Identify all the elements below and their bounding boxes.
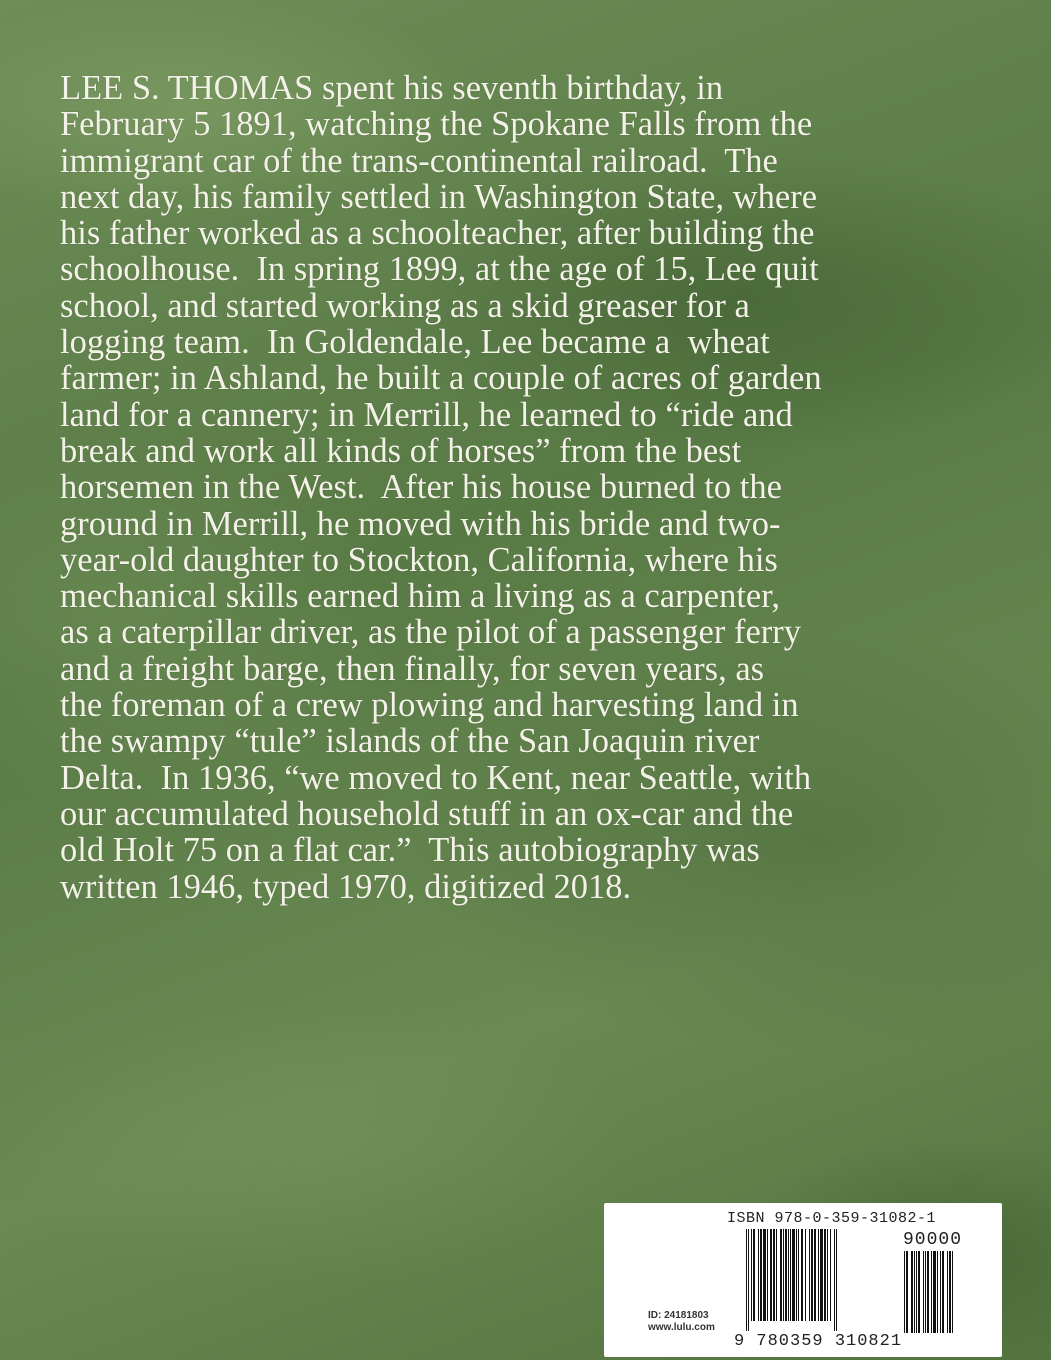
barcode-bar: [942, 1251, 944, 1333]
barcode-bar: [916, 1251, 917, 1333]
blurb-line: LEE S. THOMAS spent his seventh birthday, in: [60, 69, 724, 107]
blurb-line: his father worked as a schoolteacher, after building the: [60, 214, 815, 253]
barcode-bar: [904, 1251, 905, 1333]
barcode-bar: [763, 1229, 766, 1321]
barcode-bar: [773, 1229, 775, 1321]
barcode-bar: [805, 1229, 806, 1321]
blurb-line: written 1946, typed 1970, digitized 2018.: [60, 867, 632, 906]
barcode-bar: [776, 1229, 777, 1321]
barcode-bar: [933, 1251, 936, 1333]
barcode-bar: [931, 1251, 932, 1333]
barcode-bar: [937, 1251, 938, 1333]
barcode-bar: [788, 1229, 789, 1321]
addon-barcode-bars: [904, 1251, 982, 1333]
barcode-bar: [836, 1229, 837, 1331]
barcode-bar: [918, 1251, 920, 1333]
barcode-bar: [801, 1229, 803, 1321]
barcode-bar: [792, 1229, 795, 1321]
barcode-bar: [927, 1251, 929, 1333]
barcode-bar: [914, 1251, 915, 1333]
barcode-bar: [925, 1251, 926, 1333]
blurb-line: and a freight barge, then finally, for seven years, as: [60, 649, 765, 688]
barcode-bar: [818, 1229, 819, 1321]
barcode-bar: [947, 1251, 948, 1333]
barcode-bar: [952, 1251, 953, 1333]
barcode-bar: [767, 1229, 768, 1321]
ean-barcode-bars: [746, 1229, 896, 1333]
blurb-line: as a caterpillar driver, as the pilot of a passenger ferry: [60, 613, 801, 652]
blurb-line: schoolhouse. In spring 1899, at the age of 15, Lee quit: [60, 250, 819, 289]
blurb-line: horsemen in the West. After his house burned to the: [60, 468, 782, 507]
blurb-line: logging team. In Goldendale, Lee became a wheat: [60, 323, 770, 362]
lulu-id-block: [648, 1310, 715, 1334]
barcode-bar: [814, 1229, 816, 1321]
id-label: ID: 24181803: [648, 1310, 709, 1321]
blurb-line: old Holt 75 on a flat car.” This autobiography was: [60, 831, 760, 870]
barcode-bar: [827, 1229, 828, 1321]
barcode-bar: [796, 1229, 797, 1321]
barcode-bar: [830, 1229, 831, 1321]
barcode-bar: [758, 1229, 759, 1321]
barcode-bar: [746, 1229, 747, 1331]
blurb-line: ground in Merrill, he moved with his bride and two-: [60, 504, 781, 543]
barcode-bar: [790, 1229, 791, 1321]
barcode-bar: [780, 1229, 782, 1321]
blurb-line: mechanical skills earned him a living as a carpenter,: [60, 577, 780, 616]
blurb-text: [60, 70, 990, 905]
barcode-bar: [811, 1229, 813, 1321]
blurb-line: Delta. In 1936, “we moved to Kent, near Seattle, with: [60, 758, 812, 797]
blurb-line: year-old daughter to Stockton, California, where his: [60, 540, 778, 579]
barcode-bar: [783, 1229, 784, 1321]
barcode-bar: [760, 1229, 762, 1321]
blurb-line: the swampy “tule” islands of the San Joaquin river: [60, 722, 760, 761]
addon-digits: 90000: [903, 1230, 963, 1250]
blurb-line: land for a cannery; in Merrill, he learned to “ride and: [60, 395, 793, 434]
barcode-bar: [748, 1229, 749, 1331]
barcode-bar: [923, 1251, 924, 1333]
barcode-bar: [824, 1229, 826, 1321]
barcode-bar: [753, 1229, 755, 1321]
isbn-label: ISBN 978-0-359-31082-1: [727, 1210, 937, 1227]
barcode-bar: [809, 1229, 810, 1321]
barcode-bar: [906, 1251, 908, 1333]
blurb-line: the foreman of a crew plowing and harvesting land in: [60, 686, 799, 725]
barcode-bar: [834, 1229, 835, 1331]
blurb-line: farmer; in Ashland, he built a couple of acres of garden: [60, 359, 822, 398]
barcode-bar: [751, 1229, 752, 1321]
blurb-line: immigrant car of the trans-continental railroad. The: [60, 141, 778, 180]
barcode-bar: [785, 1229, 787, 1321]
blurb-line: February 5 1891, watching the Spokane Falls from the: [60, 105, 813, 144]
barcode-bar: [820, 1229, 823, 1321]
lulu-site-label: www.lulu.com: [648, 1322, 715, 1333]
barcode-bar: [911, 1251, 913, 1333]
barcode-bar: [770, 1229, 772, 1321]
barcode-bar: [798, 1229, 799, 1321]
barcode-bar: [949, 1251, 951, 1333]
blurb-line: school, and started working as a skid greaser for a: [60, 286, 750, 325]
blurb-line: next day, his family settled in Washington State, where: [60, 177, 818, 216]
blurb-line: break and work all kinds of horses” from the best: [60, 431, 742, 470]
barcode-panel: [604, 1203, 1002, 1357]
blurb-line: our accumulated household stuff in an ox-car and the: [60, 794, 794, 833]
ean-digits: 9 780359 310821: [734, 1332, 903, 1351]
barcode-bar: [940, 1251, 941, 1333]
